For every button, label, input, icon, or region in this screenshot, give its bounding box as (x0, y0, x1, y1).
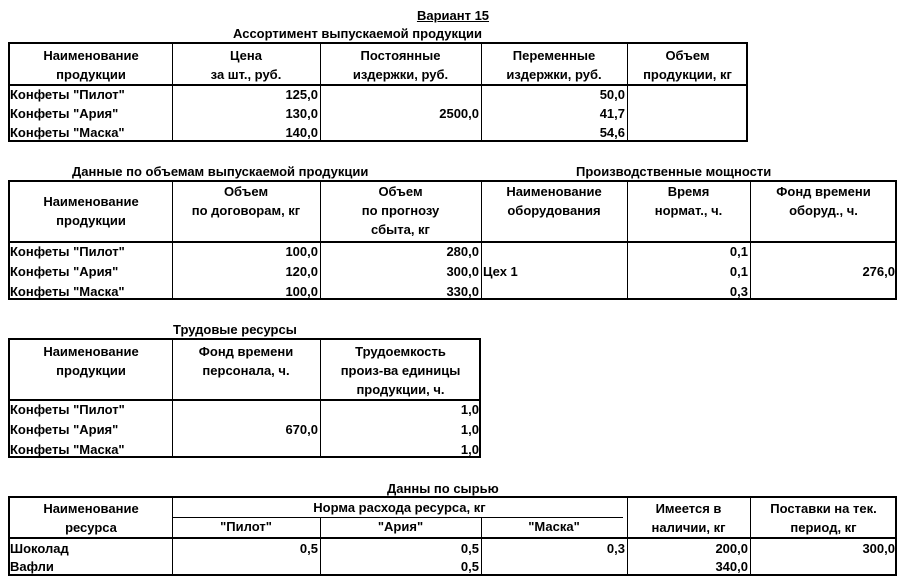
t4-title: Трудовые ресурсы (173, 322, 297, 337)
t3-fund: 276,0 (862, 264, 895, 279)
t1-r0-name: Конфеты "Пилот" (10, 87, 125, 102)
t4-r0-name: Конфеты "Пилот" (10, 402, 125, 417)
t5-r1-name: Вафли (10, 559, 54, 574)
t5-table (8, 496, 897, 576)
t2-r0-name: Конфеты "Пилот" (10, 244, 125, 259)
t5-r0-name: Шоколад (10, 541, 69, 556)
t2-r1-contract: 120,0 (285, 264, 318, 279)
t2-h-contract: Объем по договорам, кг (191, 184, 301, 218)
t5-r0-aria: 0,5 (460, 541, 479, 556)
t5-h-pilot: "Пилот" (220, 519, 272, 534)
t2-r2-forecast: 330,0 (446, 284, 479, 299)
t4-h-fund: Фонд времени персонала, ч. (198, 344, 294, 378)
t1-h-variable: Переменные издержки, руб. (506, 48, 602, 82)
t4-h-labor: Трудоемкость произ-ва единицы продукции, ч. (340, 344, 461, 397)
t2-r0-forecast: 280,0 (446, 244, 479, 259)
t2-r2-contract: 100,0 (285, 284, 318, 299)
t1-table (8, 42, 748, 142)
t4-r0-labor: 1,0 (460, 402, 479, 417)
t1-title: Ассортимент выпускаемой продукции (233, 26, 482, 41)
t3-h-fund: Фонд времени оборуд., ч. (776, 184, 871, 218)
t4-r2-name: Конфеты "Маска" (10, 442, 125, 457)
t5-h-maska: "Маска" (528, 519, 580, 534)
t5-r1-aria: 0,5 (460, 559, 479, 574)
t2-h-name: Наименование продукции (43, 194, 139, 228)
t2-title: Данные по объемам выпускаемой продукции (72, 164, 369, 179)
t3-title: Производственные мощности (576, 164, 772, 179)
t2-r2-name: Конфеты "Маска" (10, 284, 125, 299)
t5-h-norm: Норма расхода ресурса, кг (313, 500, 486, 515)
t5-h-stock: Имеется в наличии, кг (651, 501, 726, 535)
t5-h-aria: "Ария" (377, 519, 424, 534)
variant-title: Вариант 15 (416, 8, 490, 23)
t4-table (8, 338, 481, 458)
t5-r0-pilot: 0,5 (299, 541, 318, 556)
t4-r1-labor: 1,0 (460, 422, 479, 437)
t1-r2-var: 54,6 (599, 125, 625, 140)
t3-r2-time: 0,3 (729, 284, 748, 299)
t1-r1-fixed: 2500,0 (439, 106, 479, 121)
t1-h-fixed: Постоянные издержки, руб. (352, 48, 449, 82)
t1-r2-price: 140,0 (285, 125, 318, 140)
t1-h-price: Цена за шт., руб. (210, 48, 282, 82)
t5-r0-stock: 200,0 (715, 541, 748, 556)
t1-h-name: Наименование продукции (43, 48, 139, 82)
t2-t3-table (8, 180, 897, 300)
t1-r0-var: 50,0 (599, 87, 625, 102)
t5-r1-stock: 340,0 (715, 559, 748, 574)
t3-r0-time: 0,1 (729, 244, 748, 259)
t3-h-time: Время нормат., ч. (654, 184, 723, 218)
t5-h-resource: Наименование ресурса (43, 501, 139, 535)
t3-h-equipment: Наименование оборудования (506, 184, 602, 218)
t2-h-forecast: Объем по прогнозу сбыта, кг (361, 184, 440, 237)
t1-r1-name: Конфеты "Ария" (10, 106, 119, 121)
t2-r0-contract: 100,0 (285, 244, 318, 259)
t4-r2-labor: 1,0 (460, 442, 479, 457)
t3-r1-time: 0,1 (729, 264, 748, 279)
t1-h-volume: Объем продукции, кг (643, 48, 732, 82)
t4-r1-name: Конфеты "Ария" (10, 422, 119, 437)
t5-h-supply: Поставки на тек. период, кг (770, 501, 877, 535)
t1-r2-name: Конфеты "Маска" (10, 125, 125, 140)
t2-r1-forecast: 300,0 (446, 264, 479, 279)
t3-equipment: Цех 1 (483, 264, 518, 279)
t4-h-name: Наименование продукции (43, 344, 139, 378)
t1-r0-price: 125,0 (285, 87, 318, 102)
t2-r1-name: Конфеты "Ария" (10, 264, 119, 279)
t1-r1-price: 130,0 (285, 106, 318, 121)
t5-r0-maska: 0,3 (606, 541, 625, 556)
t5-r0-supply: 300,0 (862, 541, 895, 556)
t4-fund: 670,0 (285, 422, 318, 437)
t5-title: Данны по сырью (387, 481, 499, 496)
t1-r1-var: 41,7 (599, 106, 625, 121)
